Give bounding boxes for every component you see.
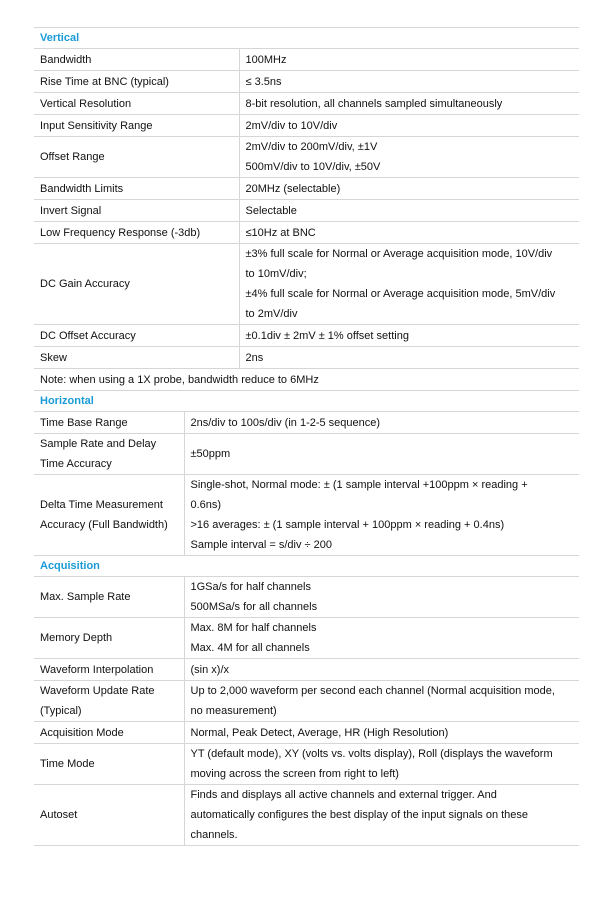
spec-value: Normal, Peak Detect, Average, HR (High Resolution) (184, 722, 579, 744)
section-title: Vertical (34, 28, 579, 49)
spec-row (34, 722, 579, 744)
spec-row (34, 681, 579, 722)
spec-label: Autoset (34, 785, 184, 846)
spec-value: 2mV/div to 10V/div (239, 115, 579, 137)
spec-row (34, 412, 579, 434)
spec-label: Vertical Resolution (34, 93, 239, 115)
spec-row (34, 244, 579, 325)
section-header-horizontal (34, 391, 579, 412)
spec-value: YT (default mode), XY (volts vs. volts display), Roll (displays the waveform moving across the screen from right to left) (184, 744, 579, 785)
spec-value: Finds and displays all active channels and external trigger. And automatically configures the best display of the input signals on these channels. (184, 785, 579, 846)
section-header-vertical (34, 28, 579, 49)
spec-value: Selectable (239, 200, 579, 222)
spec-label: Sample Rate and Delay Time Accuracy (34, 434, 184, 475)
spec-label: Acquisition Mode (34, 722, 184, 744)
spec-label: Waveform Interpolation (34, 659, 184, 681)
spec-label: Rise Time at BNC (typical) (34, 71, 239, 93)
spec-label: Offset Range (34, 137, 239, 178)
spec-row (34, 71, 579, 93)
spec-value: 2ns/div to 100s/div (in 1-2-5 sequence) (184, 412, 579, 434)
spec-value: ±0.1div ± 2mV ± 1% offset setting (239, 325, 579, 347)
section-header-acquisition (34, 556, 579, 577)
spec-row (34, 49, 579, 71)
section-title: Acquisition (34, 556, 579, 577)
spec-value: 20MHz (selectable) (239, 178, 579, 200)
spec-row (34, 744, 579, 785)
spec-row (34, 475, 579, 556)
spec-value: 1GSa/s for half channels 500MSa/s for all channels (184, 577, 579, 618)
spec-row (34, 659, 579, 681)
spec-row (34, 222, 579, 244)
spec-label: Bandwidth Limits (34, 178, 239, 200)
spec-label: Input Sensitivity Range (34, 115, 239, 137)
spec-row (34, 618, 579, 659)
spec-value: ±50ppm (184, 434, 579, 475)
note-row (34, 369, 579, 391)
spec-value: Max. 8M for half channels Max. 4M for all channels (184, 618, 579, 659)
spec-row (34, 325, 579, 347)
spec-value: ≤ 3.5ns (239, 71, 579, 93)
spec-label: DC Offset Accuracy (34, 325, 239, 347)
spec-row (34, 434, 579, 475)
spec-label: Delta Time Measurement Accuracy (Full Bandwidth) (34, 475, 184, 556)
spec-row (34, 347, 579, 369)
spec-row (34, 178, 579, 200)
spec-value: 100MHz (239, 49, 579, 71)
spec-value: Up to 2,000 waveform per second each channel (Normal acquisition mode, no measurement) (184, 681, 579, 722)
spec-label: Time Mode (34, 744, 184, 785)
section-title: Horizontal (34, 391, 579, 412)
spec-row (34, 115, 579, 137)
spec-value: 8-bit resolution, all channels sampled simultaneously (239, 93, 579, 115)
spec-value: (sin x)/x (184, 659, 579, 681)
spec-label: Memory Depth (34, 618, 184, 659)
spec-row (34, 93, 579, 115)
spec-value: 2ns (239, 347, 579, 369)
spec-label: Waveform Update Rate (Typical) (34, 681, 184, 722)
spec-value: 2mV/div to 200mV/div, ±1V 500mV/div to 10V/div, ±50V (239, 137, 579, 178)
spec-value: Single-shot, Normal mode: ± (1 sample interval +100ppm × reading + 0.6ns) >16 averages: ± (1 sample interval + 100ppm × reading + 0.4ns) Sample interval = s/div ÷ 200 (184, 475, 579, 556)
spec-row (34, 137, 579, 178)
spec-label: Low Frequency Response (-3db) (34, 222, 239, 244)
spec-value: ≤10Hz at BNC (239, 222, 579, 244)
note-text: Note: when using a 1X probe, bandwidth reduce to 6MHz (34, 369, 579, 391)
spec-value: ±3% full scale for Normal or Average acquisition mode, 10V/div to 10mV/div; ±4% full scale for Normal or Average acquisition mode, 5mV/div to 2mV/div (239, 244, 579, 325)
spec-table (34, 27, 579, 846)
spec-row (34, 577, 579, 618)
spec-label: DC Gain Accuracy (34, 244, 239, 325)
spec-row (34, 785, 579, 846)
spec-label: Invert Signal (34, 200, 239, 222)
spec-row (34, 200, 579, 222)
spec-label: Time Base Range (34, 412, 184, 434)
spec-label: Max. Sample Rate (34, 577, 184, 618)
spec-label: Bandwidth (34, 49, 239, 71)
spec-label: Skew (34, 347, 239, 369)
